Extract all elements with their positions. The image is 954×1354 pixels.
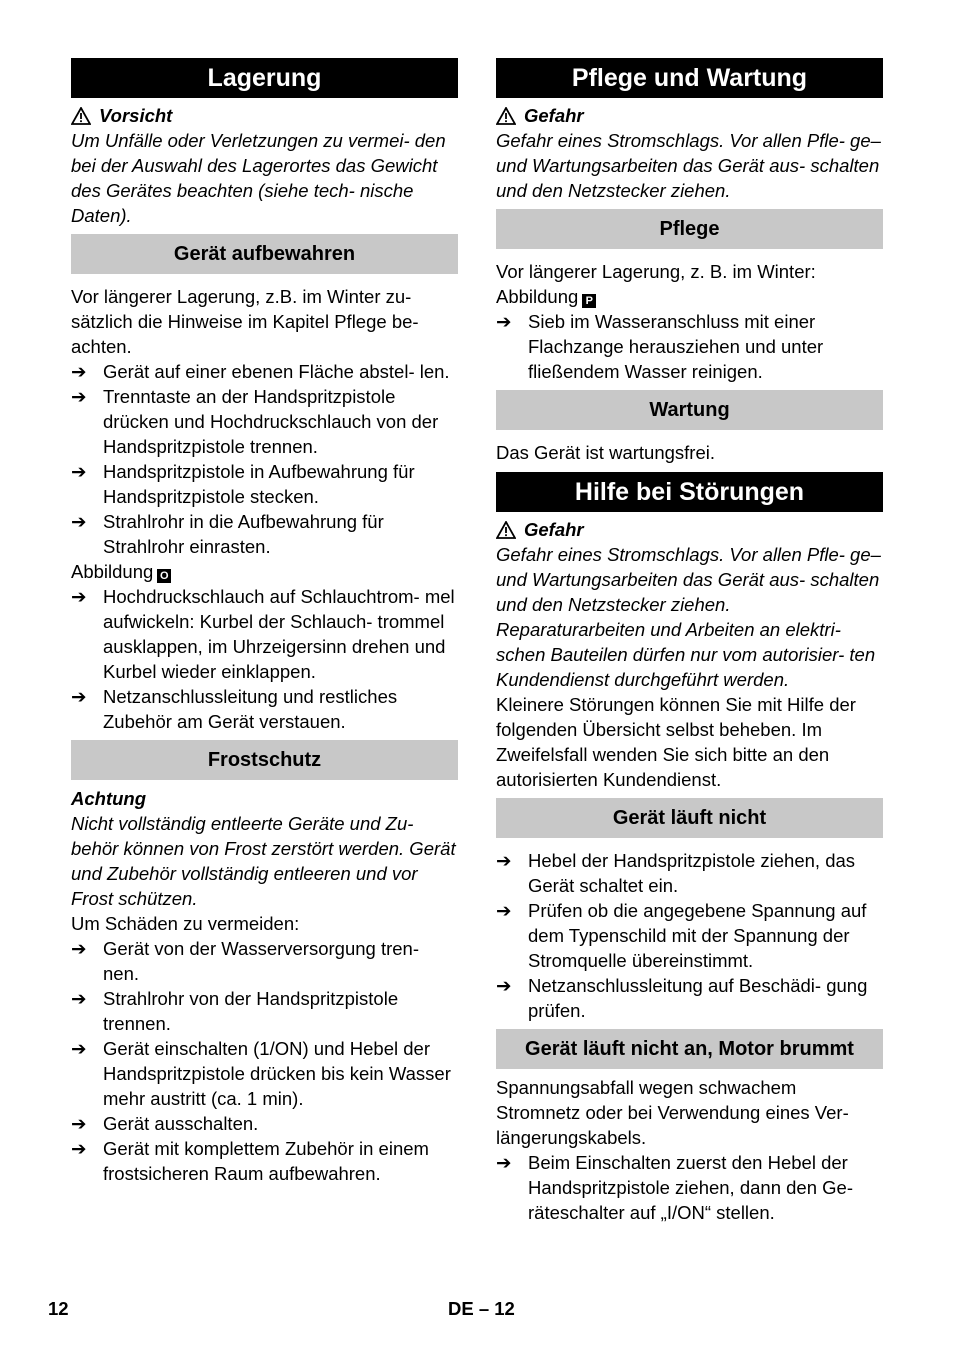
arrow-right-icon: ➔ xyxy=(496,850,512,871)
figure-reference: Abbildung O xyxy=(71,559,458,584)
frost-intro: Um Schäden zu vermeiden: xyxy=(71,913,300,934)
arrow-right-icon: ➔ xyxy=(71,511,87,532)
heading-frostschutz: Frostschutz xyxy=(71,740,458,780)
danger-label: Gefahr xyxy=(524,519,584,540)
left-column xyxy=(71,58,458,1186)
arrow-right-icon: ➔ xyxy=(71,1138,87,1159)
list-item: ➔ Netzanschlussleitung und restliches Zubehör am Gerät verstauen. xyxy=(71,686,398,732)
warning-triangle-icon xyxy=(71,107,91,125)
list-item: ➔ Trenntaste an der Handspritzpistole drücken und Hochdruckschlauch von der Handspritzpistole trennen. xyxy=(71,386,439,457)
care-steps xyxy=(496,309,883,384)
page-label: DE – 12 xyxy=(448,1298,515,1319)
list-item: ➔ Beim Einschalten zuerst den Hebel der Handspritzpistole ziehen, dann den Ge- räteschalter auf „I/ON“ stellen. xyxy=(496,1152,853,1223)
figure-badge: P xyxy=(582,294,596,308)
troubleshooting-intro: Kleinere Störungen können Sie mit Hilfe der folgenden Übersicht selbst beheben. Im Zweifelsfall wenden Sie sich bitte an den autorisierten Kundendienst. xyxy=(496,694,856,790)
list-item: ➔ Strahlrohr von der Handspritzpistole trennen. xyxy=(71,988,399,1034)
list-item: ➔ Gerät auf einer ebenen Fläche abstel- len. xyxy=(71,361,450,382)
not-running-steps xyxy=(496,848,883,1023)
maintenance-text: Das Gerät ist wartungsfrei. xyxy=(496,442,715,463)
list-item: ➔ Hebel der Handspritzpistole ziehen, das Gerät schaltet ein. xyxy=(496,850,856,896)
storage-steps xyxy=(71,359,458,559)
warning-triangle-icon xyxy=(496,107,516,125)
attention-label: Achtung xyxy=(71,788,147,809)
storage-steps-2 xyxy=(71,584,458,734)
list-item: ➔ Netzanschlussleitung auf Beschädi- gung prüfen. xyxy=(496,975,868,1021)
figure-badge: O xyxy=(157,569,171,583)
heading-geraet-laeuft-nicht: Gerät läuft nicht xyxy=(496,798,883,838)
list-item: ➔ Hochdruckschlauch auf Schlauchtrom- mel aufwickeln: Kurbel der Schlauch- trommel ausklappen, im Uhrzeigersinn drehen und Kurbel wieder einklappen. xyxy=(71,586,455,682)
attention-heading xyxy=(71,786,458,811)
danger-text: Gefahr eines Stromschlags. Vor allen Pfle- ge– und Wartungsarbeiten das Gerät aus- schalten und den Netzstecker ziehen. xyxy=(496,130,881,201)
arrow-right-icon: ➔ xyxy=(71,686,87,707)
danger-text-2: Gefahr eines Stromschlags. Vor allen Pfle- ge– und Wartungsarbeiten das Gerät aus- schalten und den Netzstecker ziehen. Reparaturarbeiten und Arbeiten an elektri- schen Bauteilen dürfen nur vom autorisier- ten Kundendienst durchgeführt werden. xyxy=(496,544,881,690)
frost-steps xyxy=(71,936,458,1186)
arrow-right-icon: ➔ xyxy=(71,1113,87,1134)
heading-hilfe-bei-stoerungen: Hilfe bei Störungen xyxy=(496,472,883,512)
danger-heading-2 xyxy=(496,517,883,542)
warning-triangle-icon xyxy=(496,521,516,539)
list-item: ➔ Sieb im Wasseranschluss mit einer Flachzange herausziehen und unter fließendem Wasser reinigen. xyxy=(496,311,824,382)
list-item: ➔ Gerät mit komplettem Zubehör in einem frostsicheren Raum aufbewahren. xyxy=(71,1138,429,1184)
danger-label: Gefahr xyxy=(524,105,584,126)
caution-label: Vorsicht xyxy=(99,105,173,126)
arrow-right-icon: ➔ xyxy=(496,900,512,921)
arrow-right-icon: ➔ xyxy=(71,586,87,607)
care-intro: Vor längerer Lagerung, z. B. im Winter: xyxy=(496,261,816,282)
page-number: 12 xyxy=(48,1298,69,1319)
motor-hum-steps xyxy=(496,1150,883,1225)
heading-pflege-und-wartung: Pflege und Wartung xyxy=(496,58,883,98)
arrow-right-icon: ➔ xyxy=(71,361,87,382)
right-column xyxy=(496,58,883,1225)
arrow-right-icon: ➔ xyxy=(71,1038,87,1059)
storage-intro: Vor längerer Lagerung, z.B. im Winter zu- sätzlich die Hinweise im Kapitel Pflege be- achten. xyxy=(71,286,419,357)
list-item: ➔ Handspritzpistole in Aufbewahrung für Handspritzpistole stecken. xyxy=(71,461,415,507)
heading-pflege: Pflege xyxy=(496,209,883,249)
heading-lagerung: Lagerung xyxy=(71,58,458,98)
figure-reference: Abbildung P xyxy=(496,284,883,309)
heading-motor-brummt: Gerät läuft nicht an, Motor brummt xyxy=(496,1029,883,1069)
caution-heading xyxy=(71,103,458,128)
list-item: ➔ Gerät einschalten (1/ON) und Hebel der Handspritzpistole drücken bis kein Wasser mehr austritt (ca. 1 min). xyxy=(71,1038,451,1109)
arrow-right-icon: ➔ xyxy=(71,386,87,407)
heading-wartung: Wartung xyxy=(496,390,883,430)
arrow-right-icon: ➔ xyxy=(71,988,87,1009)
list-item: ➔ Prüfen ob die angegebene Spannung auf dem Typenschild mit der Spannung der Stromquelle übereinstimmt. xyxy=(496,900,867,971)
list-item: ➔ Gerät ausschalten. xyxy=(71,1113,259,1134)
attention-text: Nicht vollständig entleerte Geräte und Zu- behör können von Frost zerstört werden. Gerät und Zubehör vollständig entleeren und vor Frost schützen. xyxy=(71,813,456,909)
arrow-right-icon: ➔ xyxy=(71,938,87,959)
arrow-right-icon: ➔ xyxy=(71,461,87,482)
heading-geraet-aufbewahren: Gerät aufbewahren xyxy=(71,234,458,274)
arrow-right-icon: ➔ xyxy=(496,311,512,332)
caution-text: Um Unfälle oder Verletzungen zu vermei- den bei der Auswahl des Lagerortes das Gewicht des Gerätes beachten (siehe tech- nische Daten). xyxy=(71,130,446,226)
motor-hum-text: Spannungsabfall wegen schwachem Stromnetz oder bei Verwendung eines Ver- längerungskabels. xyxy=(496,1077,849,1148)
arrow-right-icon: ➔ xyxy=(496,975,512,996)
arrow-right-icon: ➔ xyxy=(496,1152,512,1173)
list-item: ➔ Strahlrohr in die Aufbewahrung für Strahlrohr einrasten. xyxy=(71,511,384,557)
list-item: ➔ Gerät von der Wasserversorgung tren- nen. xyxy=(71,938,419,984)
danger-heading xyxy=(496,103,883,128)
